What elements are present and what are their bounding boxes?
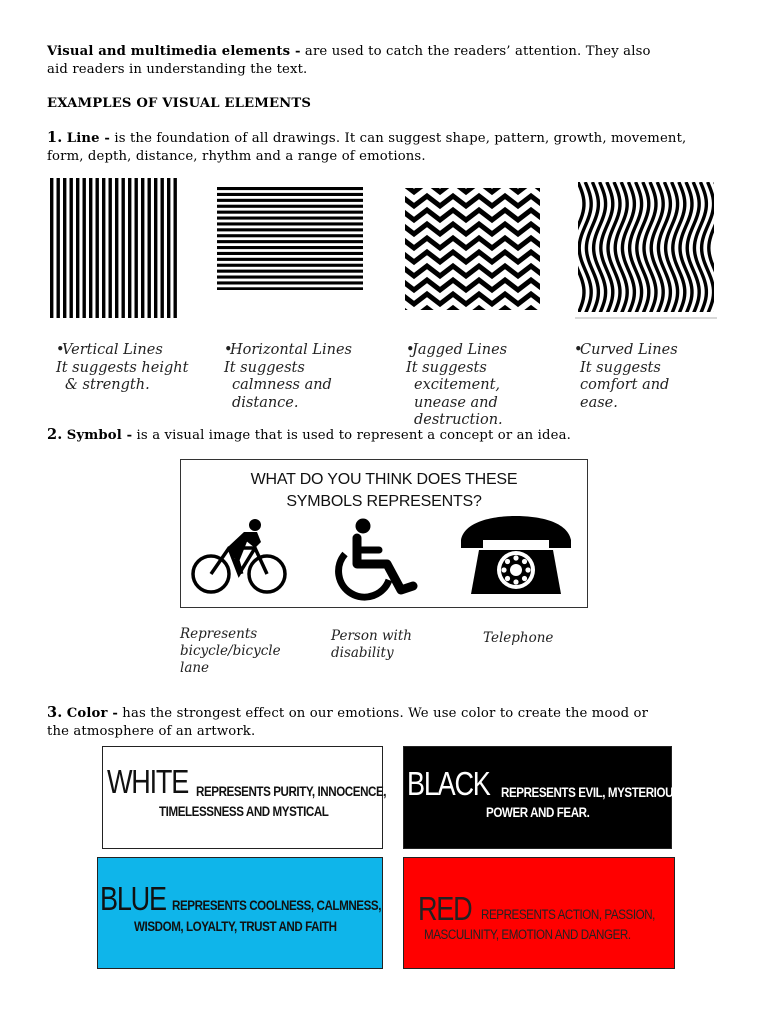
caption-line: comfort and — [580, 377, 670, 393]
color-word: WHITE — [107, 763, 189, 800]
bicycle-caption — [180, 626, 281, 677]
curved-lines-caption: • Curved Lines It suggests comfort and ease. — [574, 342, 678, 411]
horizontal-line — [217, 205, 363, 208]
horizontal-line — [217, 258, 363, 261]
zigzag-line — [405, 196, 540, 206]
horizontal-line — [217, 217, 363, 220]
disability-caption — [331, 628, 412, 662]
horizontal-line — [217, 187, 363, 190]
caption-line: Telephone — [483, 630, 554, 646]
symbol-section-text — [47, 426, 747, 445]
line-section-text — [47, 129, 747, 166]
zigzag-line — [405, 252, 540, 262]
vertical-line — [96, 178, 99, 318]
caption-line: excitement, — [414, 377, 501, 393]
vertical-line — [70, 178, 73, 318]
caption-line: bicycle/bicycle — [180, 643, 281, 659]
color-section-text — [47, 704, 747, 741]
color-description: REPRESENTS PURITY, INNOCENCE, — [196, 784, 387, 799]
intro-paragraph — [47, 43, 727, 79]
vertical-line — [102, 178, 105, 318]
vertical-line — [154, 178, 157, 318]
horizontal-line — [217, 228, 363, 231]
color-definition: has the strongest effect on our emotions. We use color to create the mood or — [117, 706, 649, 721]
horizontal-line — [217, 234, 363, 237]
color-word: RED — [418, 890, 472, 927]
color-description: TIMELESSNESS AND MYSTICAL — [159, 804, 329, 819]
red-color-box — [403, 857, 675, 969]
caption-line: destruction. — [414, 412, 503, 428]
vertical-line — [115, 178, 118, 318]
black-color-box — [403, 746, 684, 849]
symbol-number: 2. — [47, 426, 63, 443]
bicycle-icon — [189, 518, 289, 598]
caption-title: Horizontal Lines — [230, 342, 352, 358]
caption-line: distance. — [232, 394, 299, 411]
telephone-icon — [457, 514, 575, 598]
zigzag-line — [405, 224, 540, 234]
horizontal-line — [217, 240, 363, 243]
blue-color-box — [97, 857, 383, 969]
color-description: WISDOM, LOYALTY, TRUST AND FAITH — [134, 919, 337, 934]
vertical-line — [135, 178, 138, 318]
jagged-lines-caption: • Jagged Lines It suggests excitement, unease and destruction. — [406, 342, 508, 428]
vertical-line — [76, 178, 79, 318]
telephone-caption — [483, 630, 553, 647]
color-description: REPRESENTS EVIL, MYSTERIOUS, — [501, 785, 684, 800]
examples-heading: EXAMPLES OF VISUAL ELEMENTS — [47, 96, 312, 111]
color-word: BLUE — [100, 880, 166, 917]
caption-line: It suggests height — [56, 359, 189, 376]
horizontal-line — [217, 264, 363, 267]
line-number: 1. — [47, 129, 63, 146]
zigzag-line — [405, 266, 540, 276]
caption-line: Represents — [180, 626, 258, 642]
intro-text: are used to catch the readers’ attention. They also — [300, 44, 651, 59]
symbols-question-line1: WHAT DO YOU THINK DOES THESE — [250, 471, 518, 488]
vertical-line — [122, 178, 125, 318]
color-description: REPRESENTS ACTION, PASSION, — [481, 907, 655, 922]
caption-line: & strength. — [65, 377, 150, 393]
caption-line: Person with — [331, 628, 412, 644]
symbols-question — [181, 469, 587, 513]
horizontal-line — [217, 211, 363, 214]
symbol-definition: is a visual image that is used to represent a concept or an idea. — [132, 428, 571, 443]
color-description: MASCULINITY, EMOTION AND DANGER. — [424, 927, 631, 942]
horizontal-line — [217, 270, 363, 273]
intro-text-line2: aid readers in understanding the text. — [47, 62, 308, 77]
vertical-line — [167, 178, 170, 318]
color-term: Color - — [66, 706, 118, 721]
vertical-lines-caption: • Vertical Lines It suggests height & strength. — [56, 342, 189, 393]
zigzag-line — [405, 280, 540, 290]
vertical-line — [83, 178, 86, 318]
horizontal-line — [217, 281, 363, 284]
caption-line: calmness and — [232, 377, 332, 393]
caption-line: It suggests — [580, 359, 661, 376]
caption-line: It suggests — [406, 359, 487, 376]
color-definition-line2: the atmosphere of an artwork. — [47, 724, 256, 739]
color-description: POWER AND FEAR. — [486, 805, 590, 820]
horizontal-line — [217, 252, 363, 255]
caption-title: Jagged Lines — [412, 342, 508, 358]
symbols-question-line2: SYMBOLS REPRESENTS? — [286, 493, 482, 510]
horizontal-line — [217, 287, 363, 290]
zigzag-line — [405, 210, 540, 220]
horizontal-lines-caption: • Horizontal Lines It suggests calmness and distance. — [224, 342, 352, 411]
vertical-line — [50, 178, 53, 318]
horizontal-line — [217, 222, 363, 225]
zigzag-line — [405, 308, 540, 310]
vertical-line — [174, 178, 177, 318]
horizontal-line — [217, 199, 363, 202]
wheelchair-icon — [323, 518, 427, 602]
white-color-box — [102, 746, 387, 849]
vertical-line — [109, 178, 112, 318]
vertical-line — [63, 178, 66, 318]
line-definition: is the foundation of all drawings. It can suggest shape, pattern, growth, movement, — [110, 131, 687, 146]
intro-term: Visual and multimedia elements - — [47, 44, 301, 59]
vertical-lines-image — [49, 178, 179, 318]
horizontal-line — [217, 246, 363, 249]
caption-line: unease and — [414, 394, 498, 411]
vertical-line — [148, 178, 151, 318]
horizontal-line — [217, 193, 363, 196]
vertical-line — [57, 178, 60, 318]
symbol-term: Symbol - — [66, 428, 133, 443]
color-number: 3. — [47, 704, 63, 721]
line-term: Line - — [66, 131, 111, 146]
horizontal-line — [217, 276, 363, 279]
zigzag-line — [405, 188, 540, 192]
zigzag-line — [405, 238, 540, 248]
vertical-line — [89, 178, 92, 318]
caption-line: lane — [180, 660, 210, 676]
caption-line: disability — [331, 645, 394, 661]
line-definition-line2: form, depth, distance, rhythm and a range of emotions. — [47, 149, 426, 164]
wavy-lines-image — [575, 182, 717, 320]
caption-line: ease. — [580, 394, 618, 411]
caption-title: Vertical Lines — [62, 342, 163, 358]
horizontal-lines-image — [217, 186, 363, 290]
vertical-line — [128, 178, 131, 318]
zigzag-lines-image — [405, 188, 540, 310]
zigzag-line — [405, 294, 540, 304]
vertical-line — [161, 178, 164, 318]
vertical-line — [141, 178, 144, 318]
caption-title: Curved Lines — [580, 342, 678, 358]
caption-line: It suggests — [224, 359, 305, 376]
color-description: REPRESENTS COOLNESS, CALMNESS, — [172, 898, 382, 913]
color-word: BLACK — [407, 765, 490, 802]
symbols-box — [180, 459, 588, 608]
